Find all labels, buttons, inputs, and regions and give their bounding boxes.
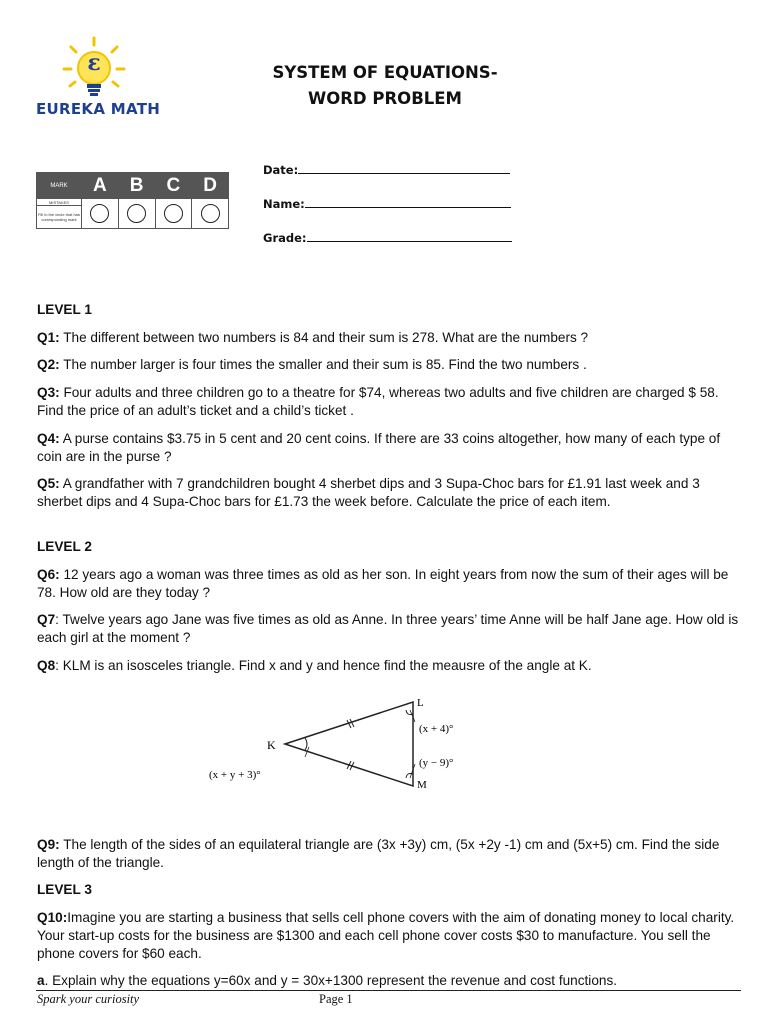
vertex-l-label: L [417, 697, 424, 709]
page-title [230, 60, 540, 112]
q10-label: Q10: [37, 910, 68, 925]
q8-text: : KLM is an isosceles triangle. Find x and y and hence find the meausre of the angle at K. [55, 658, 592, 673]
title-line-2: WORD PROBLEM [308, 89, 462, 108]
mistakes-label: MISTAKES [37, 199, 82, 206]
grade-label: Grade: [263, 231, 307, 245]
logo [58, 36, 130, 102]
q2-label: Q2: [37, 357, 60, 372]
isosceles-triangle-figure [205, 694, 454, 794]
name-label: Name: [263, 197, 305, 211]
q7-label: Q7 [37, 612, 56, 627]
mark-instruction: Fill in the circle that has corresponding mark [37, 206, 82, 229]
question-q1 [37, 329, 742, 347]
q1-text: The different between two numbers is 84 and their sum is 278. What are the numbers ? [59, 330, 589, 345]
q10-text: Imagine you are starting a business that sells cell phone covers with the aim of donating money to local charity. Your start-up costs for the business are $1300 and each cell phone cover costs $30 to manufacture. You sell the phone covers for $60 each. [37, 910, 735, 961]
level-2-heading: LEVEL 2 [37, 539, 92, 554]
vertex-k-label: K [267, 738, 276, 752]
question-q2 [37, 356, 742, 374]
date-label: Date: [263, 163, 299, 177]
question-q4 [37, 430, 742, 466]
mark-circle-b[interactable] [127, 204, 146, 223]
q9-text: The length of the sides of an equilateral triangle are (3x +3y) cm, (5x +2y -1) cm and (5x+5) cm. Find the side length of the triangle. [37, 837, 720, 870]
angle-k-label: (x + y + 3)° [209, 769, 261, 781]
q6-label: Q6: [37, 567, 60, 582]
mark-circle-d[interactable] [201, 204, 220, 223]
question-q5 [37, 475, 742, 511]
triangle-klm [285, 702, 413, 786]
q8-label: Q8 [37, 658, 56, 673]
question-q7 [37, 611, 742, 647]
grade-field[interactable] [263, 231, 512, 245]
footer-slogan: Spark your curiosity [37, 992, 140, 1006]
date-field[interactable] [263, 163, 510, 177]
q2-text: The number larger is four times the smaller and their sum is 85. Find the two numbers . [59, 357, 587, 372]
qa-label: a [37, 973, 45, 988]
logo-text: EUREKA MATH [36, 100, 161, 118]
q1-label: Q1: [37, 330, 60, 345]
mark-letter-d: D [192, 173, 229, 199]
footer-divider [36, 990, 741, 991]
question-q6 [37, 566, 742, 602]
mark-label: MARK [37, 173, 82, 199]
q5-label: Q5: [37, 476, 60, 491]
mark-circle-a[interactable] [90, 204, 109, 223]
mark-letter-c: C [155, 173, 192, 199]
logo-symbol: ε [87, 50, 101, 76]
question-q10a [37, 972, 742, 990]
q6-text: 12 years ago a woman was three times as old as her son. In eight years from now the sum of their ages will be 78. How old are they today ? [37, 567, 729, 600]
question-q9 [37, 836, 742, 872]
vertex-m-label: M [417, 779, 427, 791]
q3-label: Q3: [37, 385, 60, 400]
q4-label: Q4: [37, 431, 60, 446]
q5-text: A grandfather with 7 grandchildren bought 4 sherbet dips and 3 Supa-Choc bars for £1.91 last week and 3 sherbet dips and 4 Supa-Choc bars for £1.73 the week before. Calculate the price of each item. [37, 476, 700, 509]
question-q8 [37, 657, 742, 675]
level-3-heading: LEVEL 3 [37, 882, 92, 897]
question-q10 [37, 909, 742, 963]
mark-box [36, 172, 229, 229]
title-line-1: SYSTEM OF EQUATIONS- [272, 63, 498, 82]
q4-text: A purse contains $3.75 in 5 cent and 20 cent coins. If there are 33 coins altogether, how many of each type of coin are in the purse ? [37, 431, 721, 464]
page-number: Page 1 [319, 992, 353, 1006]
q9-label: Q9: [37, 837, 60, 852]
level-1-heading: LEVEL 1 [37, 302, 92, 317]
q7-text: : Twelve years ago Jane was five times as old as Anne. In three years’ time Anne will be half Jane age. How old is each girl at the moment ? [37, 612, 739, 645]
question-q3 [37, 384, 742, 420]
qa-text: . Explain why the equations y=60x and y = 30x+1300 represent the revenue and cost functions. [44, 973, 618, 988]
name-field[interactable] [263, 197, 511, 211]
mark-letter-b: B [118, 173, 155, 199]
angle-m-label: (y − 9)° [419, 757, 454, 769]
angle-l-label: (x + 4)° [419, 723, 454, 735]
q3-text: Four adults and three children go to a theatre for $74, whereas two adults and five children are charged $ 58. Find the price of an adult’s ticket and a child’s ticket . [37, 385, 719, 418]
mark-letter-a: A [82, 173, 119, 199]
mark-circle-c[interactable] [164, 204, 183, 223]
